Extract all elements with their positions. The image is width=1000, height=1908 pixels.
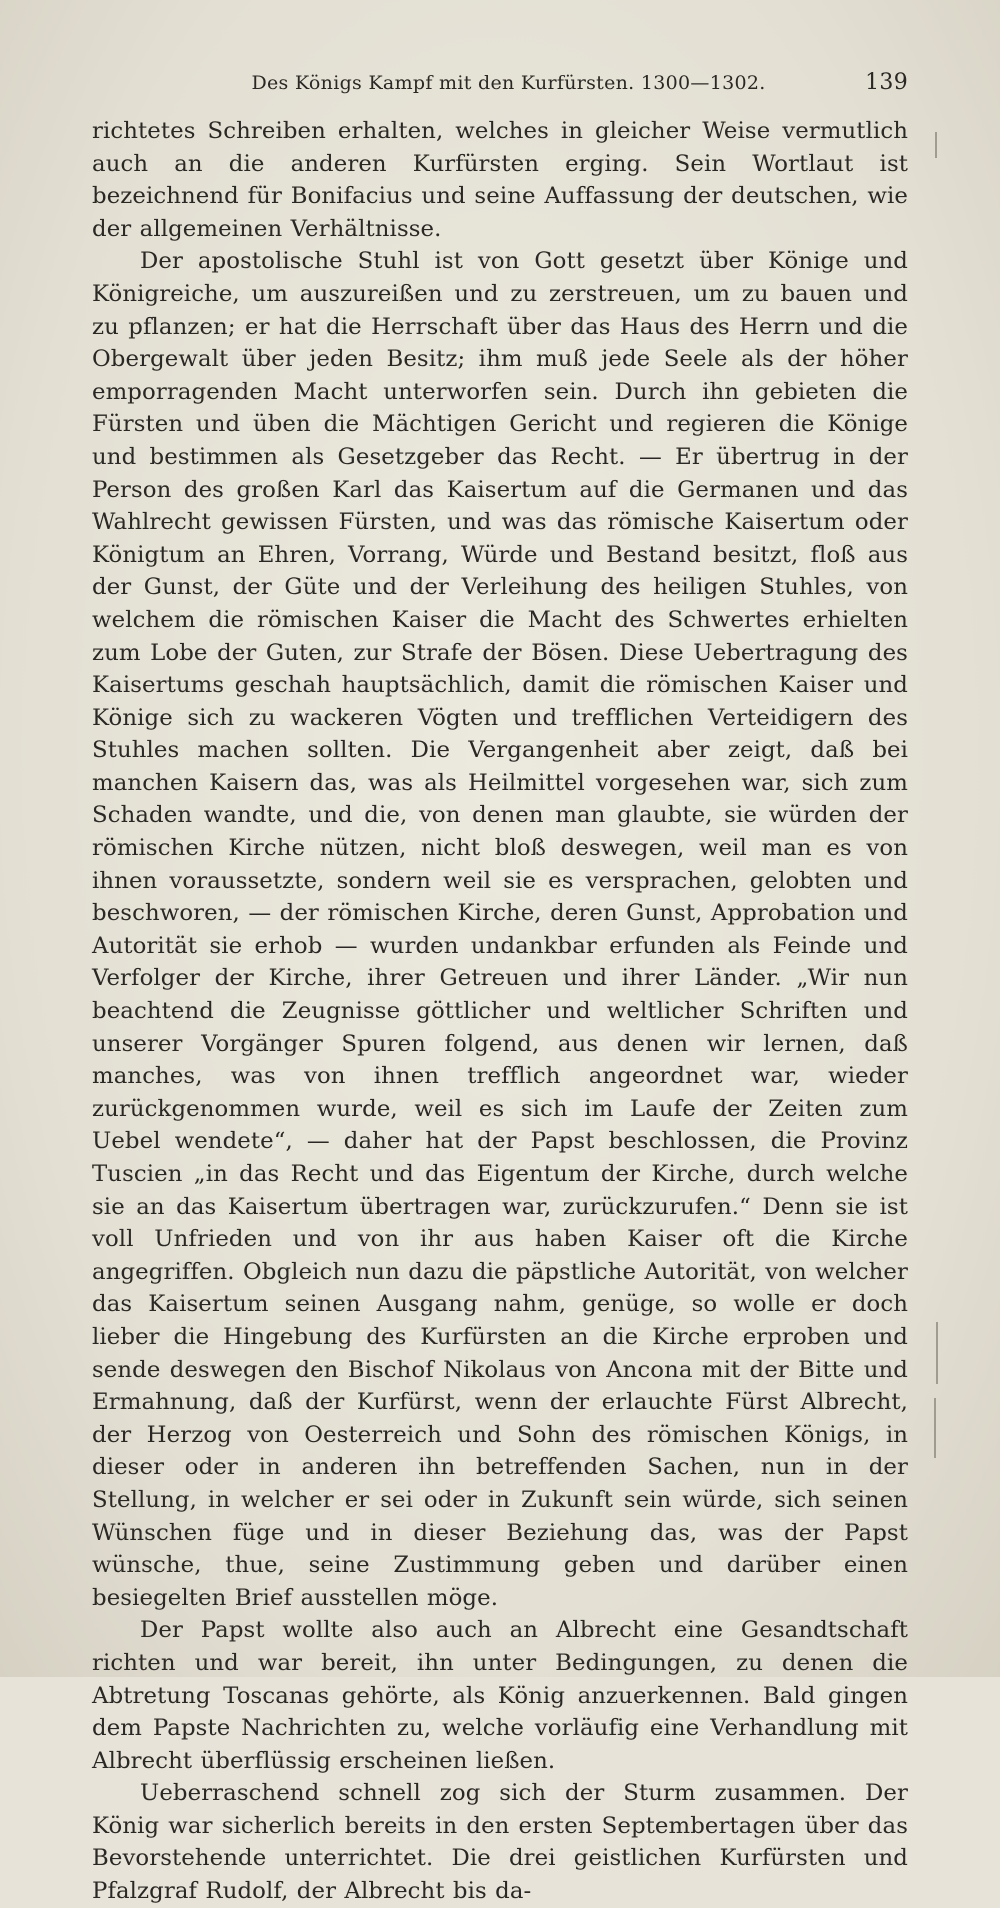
paragraph-storm: Ueberraschend schnell zog sich der Sturm zusammen. Der König war sicherlich bereits in den ersten Septembertagen über das Bevorstehende unterrichtet. Die drei geistlichen Kurfürsten und Pfalzgraf Rudolf, der Albrecht bis da- — [92, 1780, 908, 1905]
margin-pencil-mark — [934, 1398, 936, 1458]
body-text — [92, 115, 908, 1908]
page-number: 139 — [865, 70, 908, 95]
margin-pencil-mark — [936, 1322, 938, 1384]
margin-pencil-mark — [935, 132, 937, 158]
running-title: Des Königs Kampf mit den Kurfürsten. 1300—1302. — [251, 72, 766, 94]
paragraph-continuation: richtetes Schreiben erhalten, welches in gleicher Weise vermutlich auch an die anderen Kurfürsten erging. Sein Wortlaut ist bezeichnend für Bonifacius und seine Auffassung der deutschen, wie der allgemeinen Verhältnisse. — [92, 118, 908, 242]
page-header — [92, 70, 908, 95]
paragraph-papal-embassy: Der Papst wollte also auch an Albrecht eine Gesandtschaft richten und war bereit, ihn unter Bedingungen, zu denen die Abtretung Toscanas gehörte, als König anzuerkennen. Bald gingen dem Papste Nachrichten zu, welche vorläufig eine Verhandlung mit Albrecht überflüssig erscheinen ließen. — [92, 1617, 908, 1774]
paragraph-papal-letter: Der apostolische Stuhl ist von Gott gesetzt über Könige und Königreiche, um auszureißen und zu zerstreuen, um zu bauen und zu pflanzen; er hat die Herrschaft über das Haus des Herrn und die Obergewalt über jeden Besitz; ihm muß jede Seele als der höher emporragenden Macht unterworfen sein. Durch ihn gebieten die Fürsten und üben die Mächtigen Gericht und regieren die Könige und bestimmen als Gesetzgeber das Recht. — Er übertrug in der Person des großen Karl das Kaisertum auf die Germanen und das Wahlrecht gewissen Fürsten, und was das römische Kaisertum oder Königtum an Ehren, Vorrang, Würde und Bestand besitzt, floß aus der Gunst, der Güte und der Verleihung des heiligen Stuhles, von welchem die römischen Kaiser die Macht des Schwertes erhielten zum Lobe der Guten, zur Strafe der Bösen. Diese Uebertragung des Kaisertums geschah hauptsächlich, damit die römischen Kaiser und Könige sich zu wackeren Vögten und trefflichen Verteidigern des Stuhles machen sollten. Die Vergangenheit aber zeigt, daß bei manchen Kaisern das, was als Heilmittel vorgesehen war, sich zum Schaden wandte, und die, von denen man glaubte, sie würden der römischen Kirche nützen, nicht bloß deswegen, weil man es von ihnen voraussetzte, sondern weil sie es versprachen, gelobten und beschworen, — der römischen Kirche, deren Gunst, Approbation und Autorität sie erhob — wurden undankbar erfunden als Feinde und Verfolger der Kirche, ihrer Getreuen und ihrer Länder. „Wir nun beachtend die Zeugnisse göttlicher und weltlicher Schriften und unserer Vorgänger Spuren folgend, aus denen wir lernen, daß manches, was von ihnen trefflich angeordnet war, wieder zurückgenommen wurde, weil es sich im Laufe der Zeiten zum Uebel wendete“, — daher hat der Papst beschlossen, die Provinz Tuscien „in das Recht und das Eigentum der Kirche, durch welche sie an das Kaisertum übertragen war, zurückzurufen.“ Denn sie ist voll Unfrieden und von ihr aus haben Kaiser oft die Kirche angegriffen. Obgleich nun dazu die päpstliche Autorität, von welcher das Kaisertum seinen Ausgang nahm, genüge, so wolle er doch lieber die Hingebung des Kurfürsten an die Kirche erproben und sende deswegen den Bischof Nikolaus von Ancona mit der Bitte und Ermahnung, daß der Kurfürst, wenn der erlauchte Fürst Albrecht, der Herzog von Oesterreich und Sohn des römischen Königs, in dieser oder in anderen ihn betreffenden Sachen, nun in der Stellung, in welcher er sei oder in Zukunft sein würde, sich seinen Wünschen füge und in dieser Beziehung das, was der Papst wünsche, thue, seine Zustimmung geben und darüber einen besiegelten Brief ausstellen möge. — [92, 248, 908, 1611]
